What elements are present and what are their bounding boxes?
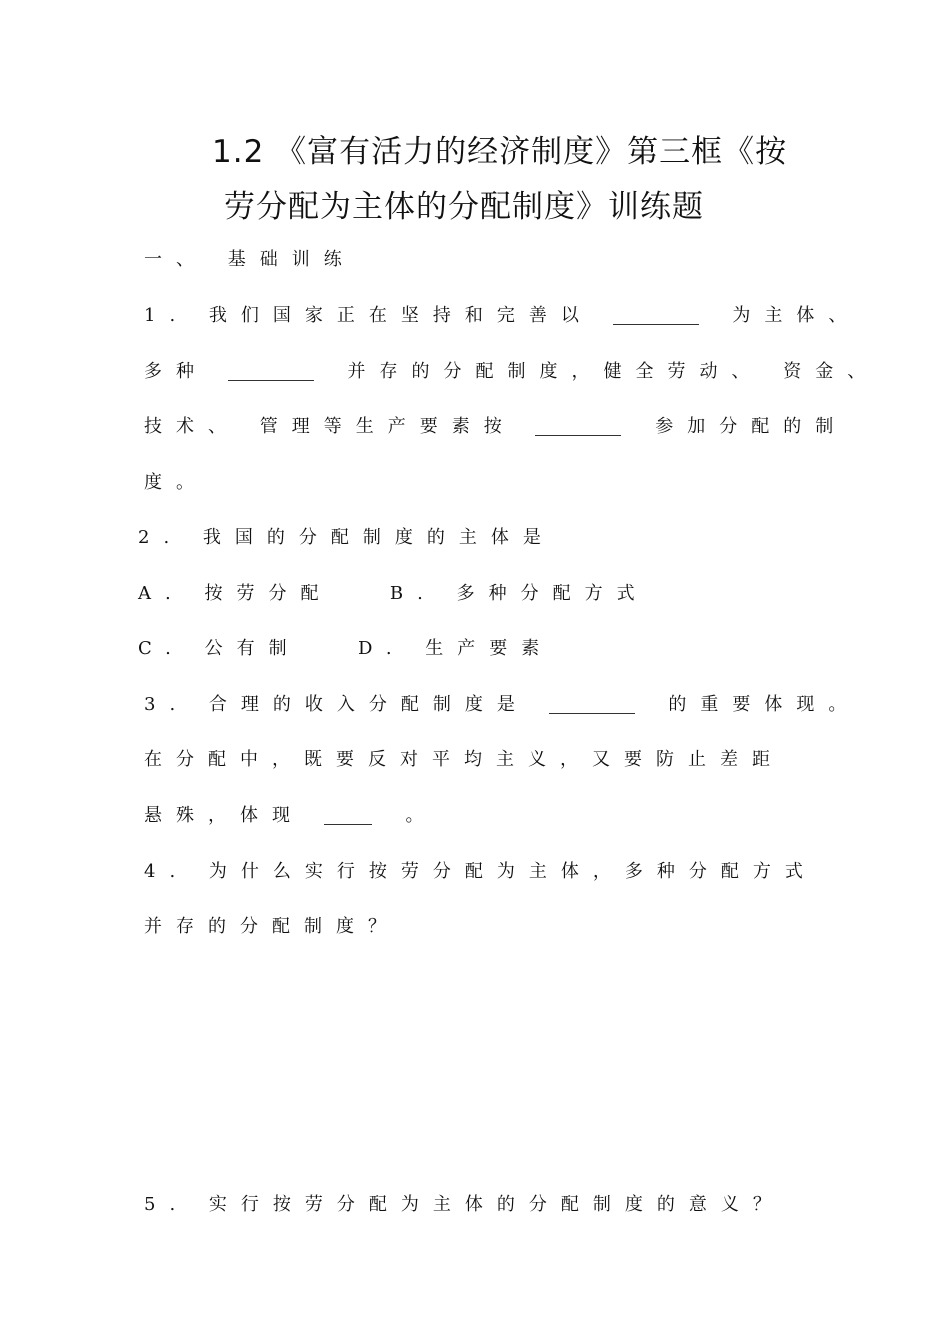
question-1-text-b: 为主体、: [732, 305, 861, 326]
document-title-line-1: 1.2 《富有活力的经济制度》第三框《按: [212, 134, 788, 170]
question-4-line-2: 并存的分配制度？: [144, 916, 400, 937]
question-1-text-a: 1. 我们国家正在坚持和完善以: [144, 305, 593, 326]
question-1-text-d: 并存的分配制度，健全劳动、 资金、: [347, 361, 880, 382]
question-1-text-e: 技术、 管理等生产要素按: [144, 416, 516, 437]
option-d[interactable]: D. 生产要素: [358, 638, 554, 659]
question-1-line-1: [144, 301, 860, 327]
question-5-line-1: 5. 实行按劳分配为主体的分配制度的意义？: [144, 1194, 785, 1215]
option-a[interactable]: A. 按劳分配: [138, 583, 333, 604]
option-c[interactable]: C. 公有制: [138, 638, 301, 659]
question-1-text-f: 参加分配的制: [655, 416, 848, 437]
option-b[interactable]: B. 多种分配方式: [389, 583, 649, 604]
fill-blank-4[interactable]: [549, 695, 635, 714]
question-1-line-4: 度。: [144, 472, 208, 493]
question-3-text-d: 。: [405, 805, 438, 826]
answer-area-q4[interactable]: [144, 950, 824, 1170]
question-1-line-2: [144, 357, 879, 383]
fill-blank-5[interactable]: [324, 806, 372, 825]
question-3-line-2: 在分配中，既要反对平均主义，又要防止差距: [144, 749, 784, 770]
fill-blank-1[interactable]: [613, 306, 699, 325]
document-title-line-2: 劳分配为主体的分配制度》训练题: [224, 189, 704, 225]
question-1-text-c: 多种: [144, 361, 208, 382]
question-2-options-row-1: [138, 579, 649, 605]
question-4-line-1: 4. 为什么实行按劳分配为主体，多种分配方式: [144, 861, 817, 882]
question-3-text-b: 的重要体现。: [668, 694, 861, 715]
fill-blank-2[interactable]: [228, 362, 314, 381]
answer-area-q5[interactable]: [144, 1225, 824, 1325]
question-2-stem: 2. 我国的分配制度的主体是: [138, 527, 555, 548]
question-3-text-a: 3. 合理的收入分配制度是: [144, 694, 529, 715]
question-2-options-row-2: [138, 634, 553, 660]
question-3-line-3: [144, 801, 437, 827]
question-3-line-1: [144, 690, 860, 716]
fill-blank-3[interactable]: [535, 417, 621, 436]
section-heading: 一、 基础训练: [144, 249, 356, 270]
question-3-text-c: 悬殊，体现: [144, 805, 304, 826]
question-1-line-3: [144, 412, 847, 438]
